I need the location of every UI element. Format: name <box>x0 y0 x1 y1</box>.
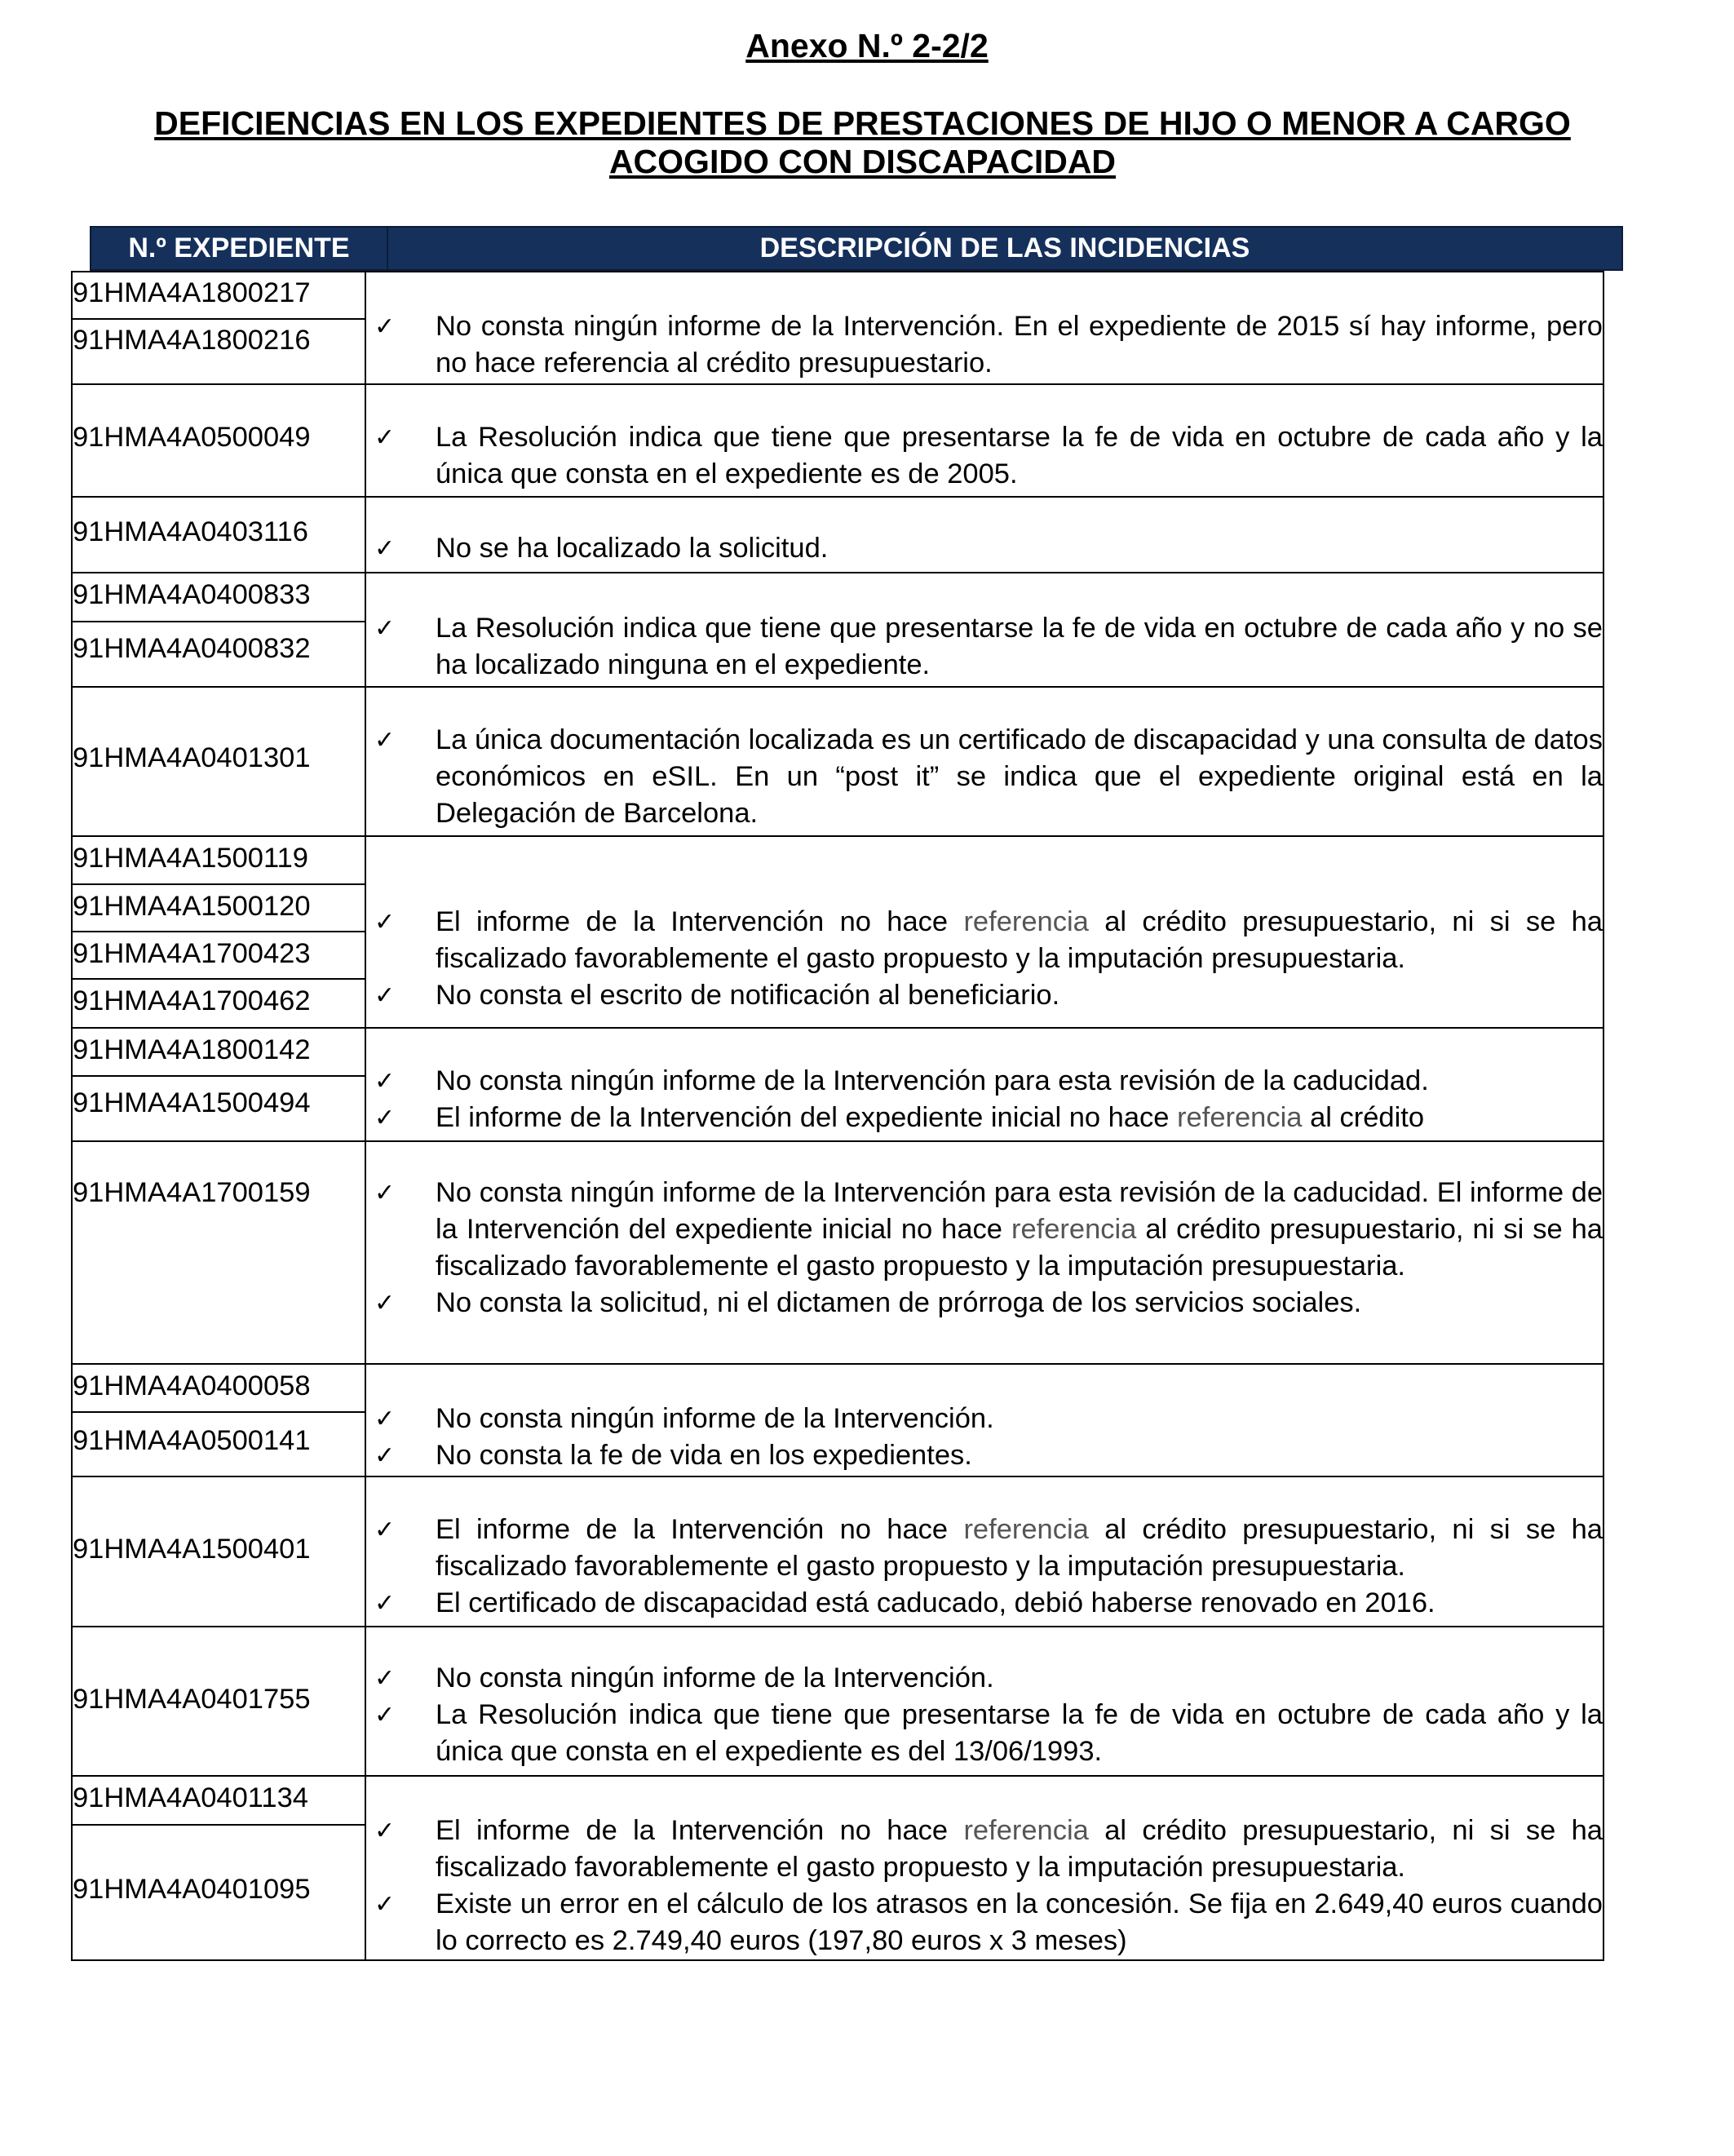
table-row <box>72 272 1604 319</box>
expediente-cell: 91HMA4A0400833 <box>72 573 365 622</box>
table-header <box>90 226 1623 271</box>
check-icon: ✓ <box>374 1442 396 1469</box>
table-row <box>72 1364 1604 1412</box>
descripcion-cell <box>365 1141 1604 1364</box>
descripcion-cell <box>365 1476 1604 1627</box>
check-icon: ✓ <box>374 1702 396 1729</box>
check-icon: ✓ <box>374 1180 396 1206</box>
table-row <box>72 497 1604 573</box>
expediente-cell: 91HMA4A0400832 <box>72 622 365 687</box>
expediente-cell: 91HMA4A1700159 <box>72 1141 365 1364</box>
expediente-cell: 91HMA4A0401755 <box>72 1627 365 1776</box>
expediente-cell: 91HMA4A1700423 <box>72 932 365 979</box>
list-item: ✓ Existe un error en el cálculo de los atrasos en la concesión. Se fija en 2.649,40 euros cuando lo correcto es 2.749,40 euros (197,80 euros x 3 meses) <box>366 1886 1603 1959</box>
incidencias-table <box>71 271 1604 1961</box>
descripcion-cell <box>365 384 1604 497</box>
expediente-cell: 91HMA4A0401095 <box>72 1825 365 1960</box>
list-item: ✓ No consta la fe de vida en los expedientes. <box>366 1437 1603 1474</box>
table-row <box>72 573 1604 622</box>
check-icon: ✓ <box>374 909 396 936</box>
descripcion-cell <box>365 1028 1604 1141</box>
list-item: ✓ No consta ningún informe de la Intervención. <box>366 1401 1603 1437</box>
expediente-cell: 91HMA4A0500049 <box>72 384 365 497</box>
descripcion-cell <box>365 1627 1604 1776</box>
expediente-cell: 91HMA4A0403116 <box>72 497 365 573</box>
list-item: ✓ La única documentación localizada es un certificado de discapacidad y una consulta de datos económicos en eSIL. En un “post it” se indica que el expediente original está en la Delegación de Barcelona. <box>366 722 1603 832</box>
list-item: ✓ No consta ningún informe de la Intervención. <box>366 1660 1603 1697</box>
check-icon: ✓ <box>374 1290 396 1317</box>
expediente-cell: 91HMA4A1800142 <box>72 1028 365 1076</box>
table-row <box>72 1476 1604 1627</box>
expediente-cell: 91HMA4A1500401 <box>72 1476 365 1627</box>
check-icon: ✓ <box>374 1068 396 1095</box>
check-icon: ✓ <box>374 982 396 1009</box>
annex-title: Anexo N.º 2-2/2 <box>745 27 989 64</box>
list-item: ✓ No consta ningún informe de la Intervención. En el expediente de 2015 sí hay informe, pero no hace referencia al crédito presupuestario. <box>366 308 1603 382</box>
check-icon: ✓ <box>374 615 396 642</box>
page-title: DEFICIENCIAS EN LOS EXPEDIENTES DE PRESTACIONES DE HIJO O MENOR A CARGO ACOGIDO CON DISCAPACIDAD <box>154 104 1571 180</box>
check-icon: ✓ <box>374 424 396 451</box>
check-icon: ✓ <box>374 1516 396 1543</box>
table-row <box>72 384 1604 497</box>
list-item: ✓ No se ha localizado la solicitud. <box>366 530 1603 567</box>
check-icon: ✓ <box>374 1817 396 1844</box>
expediente-cell: 91HMA4A1500119 <box>72 836 365 884</box>
list-item: ✓ No consta ningún informe de la Intervención para esta revisión de la caducidad. <box>366 1063 1603 1100</box>
list-item: ✓ No consta el escrito de notificación al beneficiario. <box>366 977 1603 1014</box>
expediente-cell: 91HMA4A0401134 <box>72 1776 365 1825</box>
table-row <box>72 1776 1604 1825</box>
expediente-cell: 91HMA4A1800217 <box>72 272 365 319</box>
list-item: ✓ El certificado de discapacidad está caducado, debió haberse renovado en 2016. <box>366 1585 1603 1622</box>
expediente-cell: 91HMA4A1700462 <box>72 979 365 1028</box>
expediente-cell: 91HMA4A0500141 <box>72 1412 365 1476</box>
table-row <box>72 687 1604 836</box>
table-row <box>72 836 1604 884</box>
list-item: ✓ No consta la solicitud, ni el dictamen de prórroga de los servicios sociales. <box>366 1285 1603 1321</box>
list-item: ✓ No consta ningún informe de la Intervención para esta revisión de la caducidad. El informe de la Intervención del expediente inicial no hace referencia al crédito presupuestario, ni si se ha fiscalizado favorablemente el gasto propuesto y la imputación presupuestaria. <box>366 1175 1603 1285</box>
list-item: ✓ El informe de la Intervención del expediente inicial no hace referencia al crédito <box>366 1100 1603 1136</box>
check-icon: ✓ <box>374 727 396 754</box>
list-item: ✓ El informe de la Intervención no hace referencia al crédito presupuestario, ni si se ha fiscalizado favorablemente el gasto propuesto y la imputación presupuestaria. <box>366 1813 1603 1886</box>
list-item: ✓ La Resolución indica que tiene que presentarse la fe de vida en octubre de cada año y la única que consta en el expediente es de 2005. <box>366 419 1603 493</box>
descripcion-cell <box>365 687 1604 836</box>
check-icon: ✓ <box>374 1105 396 1131</box>
check-icon: ✓ <box>374 1590 396 1617</box>
list-item: ✓ La Resolución indica que tiene que presentarse la fe de vida en octubre de cada año y la única que consta en el expediente es del 13/06/1993. <box>366 1697 1603 1770</box>
check-icon: ✓ <box>374 1406 396 1432</box>
descripcion-cell <box>365 272 1604 384</box>
expediente-cell: 91HMA4A1800216 <box>72 319 365 384</box>
expediente-cell: 91HMA4A0401301 <box>72 687 365 836</box>
header-descripcion: DESCRIPCIÓN DE LAS INCIDENCIAS <box>759 232 1250 263</box>
table-row <box>72 1141 1604 1364</box>
header-expediente: N.º EXPEDIENTE <box>128 232 350 263</box>
table-row <box>72 1028 1604 1076</box>
check-icon: ✓ <box>374 1665 396 1692</box>
descripcion-cell <box>365 836 1604 1028</box>
expediente-cell: 91HMA4A1500494 <box>72 1076 365 1141</box>
list-item: ✓ El informe de la Intervención no hace referencia al crédito presupuestario, ni si se ha fiscalizado favorablemente el gasto propuesto y la imputación presupuestaria. <box>366 1512 1603 1585</box>
expediente-cell: 91HMA4A0400058 <box>72 1364 365 1412</box>
table-row <box>72 1627 1604 1776</box>
list-item: ✓ La Resolución indica que tiene que presentarse la fe de vida en octubre de cada año y no se ha localizado ninguna en el expediente. <box>366 610 1603 684</box>
descripcion-cell <box>365 497 1604 573</box>
expediente-cell: 91HMA4A1500120 <box>72 884 365 932</box>
check-icon: ✓ <box>374 535 396 562</box>
check-icon: ✓ <box>374 1891 396 1918</box>
descripcion-cell <box>365 1364 1604 1476</box>
check-icon: ✓ <box>374 313 396 340</box>
list-item: ✓ El informe de la Intervención no hace referencia al crédito presupuestario, ni si se ha fiscalizado favorablemente el gasto propuesto y la imputación presupuestaria. <box>366 904 1603 977</box>
descripcion-cell <box>365 573 1604 687</box>
descripcion-cell <box>365 1776 1604 1960</box>
